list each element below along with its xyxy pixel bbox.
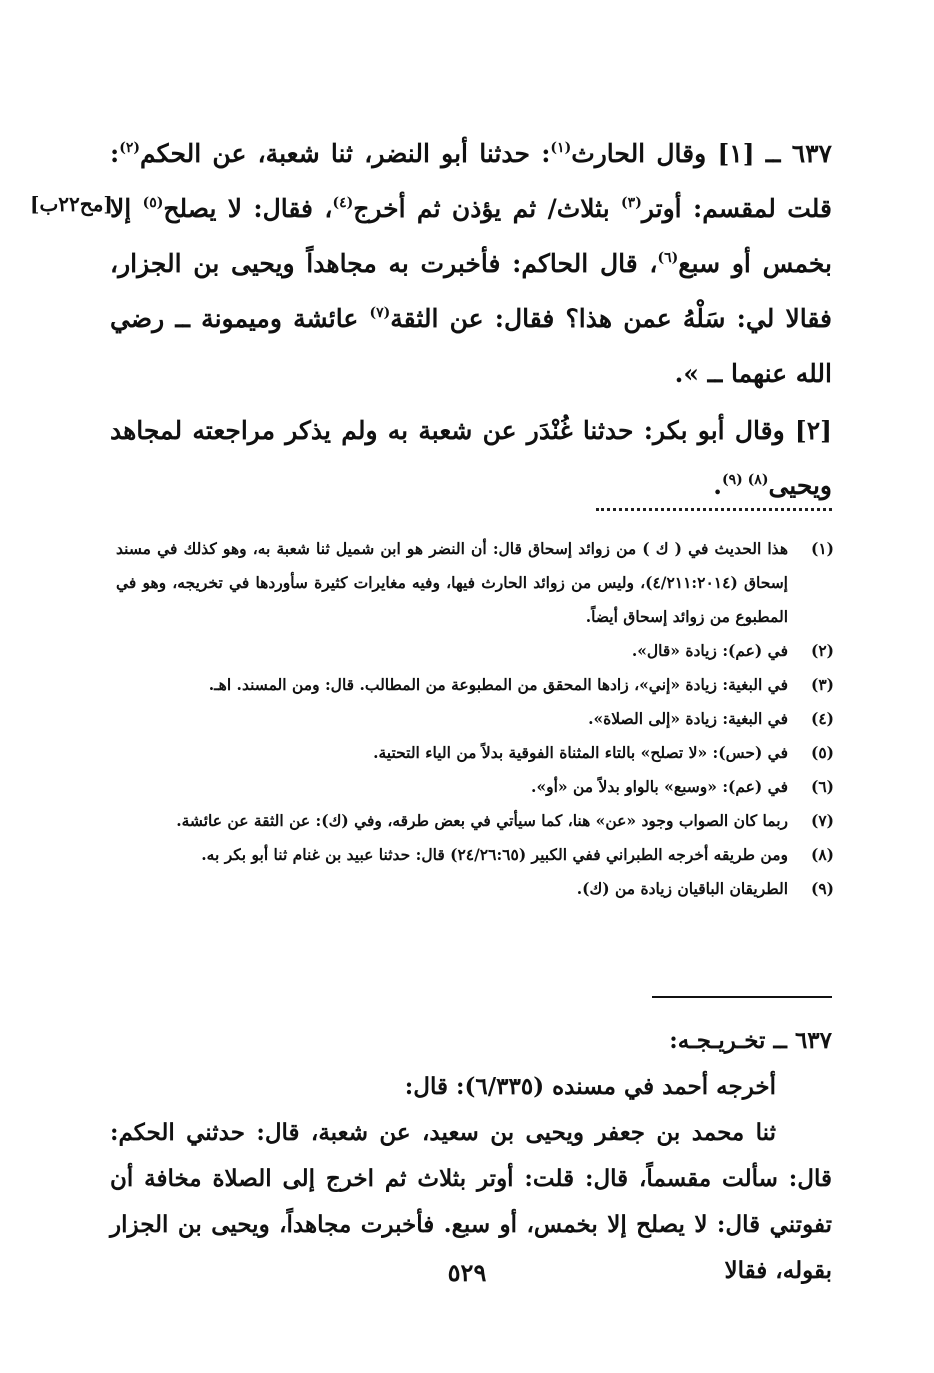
footnote-number: (٣) <box>810 675 834 694</box>
text-run: بثلاث/ ثم يؤذن ثم أخرج <box>353 194 622 223</box>
text-run: ، فقال: لا يصلح <box>163 194 333 223</box>
takhrij-body: ثنا محمد بن جعفر ويحيى بن سعيد، عن شعبة، قال: حدثني الحكم: قال: سألت مقسماً، قال: قلت: أوتر بثلاث ثم اخرج إلى الصلاة مخافة أن تفوتني قال: لا يصلح إلا بخمس، أو سبع. فأخبرت مجاهداً، ويحيى بن الجزار بقوله، فقالا <box>110 1119 832 1284</box>
footnote-marker: (٢) <box>119 140 141 156</box>
footnote-separator-dots <box>596 508 832 511</box>
footnote-number: (٦) <box>810 777 834 796</box>
footnote-marker: (٦) <box>657 250 679 266</box>
footnote-item <box>116 668 834 702</box>
footnote-text: هذا الحديث في ( ك ) من زوائد إسحاق قال: أن النضر هو ابن شميل ثنا شعبة به، وهو كذلك في مسند إسحاق (٤/٢١١:٢٠١٤)، وليس من زوائد الحارث فيها، وفيه مغايرات كثيرة سأوردها في تخريجه، وهو في المطبوع من زوائد إسحاق أيضاً. <box>116 539 788 626</box>
footnote-number: (٢) <box>810 641 834 660</box>
margin-manuscript-note: [مح٢٢ب] <box>30 192 113 216</box>
footnote-text: الطريقان الباقيان زيادة من (ك). <box>576 879 788 898</box>
footnote-number: (٨) <box>810 845 834 864</box>
footnote-item <box>116 702 834 736</box>
footnote-item <box>116 770 834 804</box>
text-run: عائشة وميمونة ــ رضي الله عنهما ــ ». <box>110 304 832 388</box>
footnote-number: (٩) <box>810 879 834 898</box>
footnote-text: في البغية: زيادة «إلى الصلاة». <box>588 709 788 728</box>
text-run: ، قال الحاكم: فأخبرت به مجاهداً ويحيى بن الجزار، فقالا لي: سَلْهُ عمن هذا؟ فقال: عن الثقة <box>110 249 832 333</box>
takhrij-section <box>110 1018 832 1294</box>
footnote-number: (٤) <box>810 709 834 728</box>
footnote-marker: (١) <box>550 140 572 156</box>
footnote-text: في (عم): «وسبع» بالواو بدلاً من «أو». <box>531 777 788 796</box>
footnote-marker: (٧) <box>369 305 391 321</box>
footnote-item <box>116 736 834 770</box>
footnote-text: في البغية: زيادة «إني»، زادها المحقق من المطبوعة من المطالب. قال: ومن المسند. اهـ. <box>208 675 788 694</box>
text-run: : حدثنا أبو النضر، ثنا شعبة، عن الحكم <box>140 139 551 168</box>
footnote-number: (٥) <box>810 743 834 762</box>
footnote-item <box>116 838 834 872</box>
hadith-paragraph-2 <box>110 403 832 513</box>
footnote-item <box>116 872 834 906</box>
footnote-item <box>116 634 834 668</box>
text-run: إلا بخمس أو سبع <box>110 194 832 278</box>
footnote-text: ومن طريقه أخرجه الطبراني ففي الكبير (٢٤/٢٦:٦٥) قال: حدثنا عبيد بن غنام ثنا أبو بكر به. <box>201 845 788 864</box>
footnote-marker: (٣) <box>621 195 642 211</box>
footnote-item <box>116 804 834 838</box>
page-number: ٥٢٩ <box>447 1258 487 1287</box>
footnote-number: (١) <box>810 539 834 558</box>
footnote-text: ربما كان الصواب وجود «عن» هنا، كما سيأتي في بعض طرقه، وفي (ك): عن الثقة عن عائشة. <box>176 811 788 830</box>
takhrij-heading: ٦٣٧ ــ تخـريـجـه: <box>669 1027 832 1054</box>
section-divider-line <box>652 996 832 998</box>
takhrij-source-line: أخرجه أحمد في مسنده (٦/٣٣٥): قال: <box>404 1073 776 1100</box>
text-run: . <box>713 471 722 500</box>
text-run: ٦٣٧ ــ [١] وقال الحارث <box>571 139 832 168</box>
main-text <box>110 126 832 513</box>
text-run: [٢] وقال أبو بكر: حدثنا غُنْدَر عن شعبة به ولم يذكر مراجعته لمجاهد ويحيى <box>110 416 832 500</box>
footnote-item <box>116 532 834 634</box>
footnote-text: في (حس): «لا تصلح» بالتاء المثناة الفوقية بدلاً من الياء التحتية. <box>373 743 788 762</box>
hadith-paragraph-1 <box>110 126 832 401</box>
footnotes-list <box>116 532 834 906</box>
footnote-number: (٧) <box>810 811 834 830</box>
text-run: : قلت لمقسم: أوتر <box>110 139 832 223</box>
footnote-text: في (عم): زيادة «قال». <box>631 641 788 660</box>
footnote-marker: (٨) (٩) <box>722 472 769 488</box>
footnote-marker: (٥) <box>142 195 164 211</box>
footnote-marker: (٤) <box>332 195 354 211</box>
